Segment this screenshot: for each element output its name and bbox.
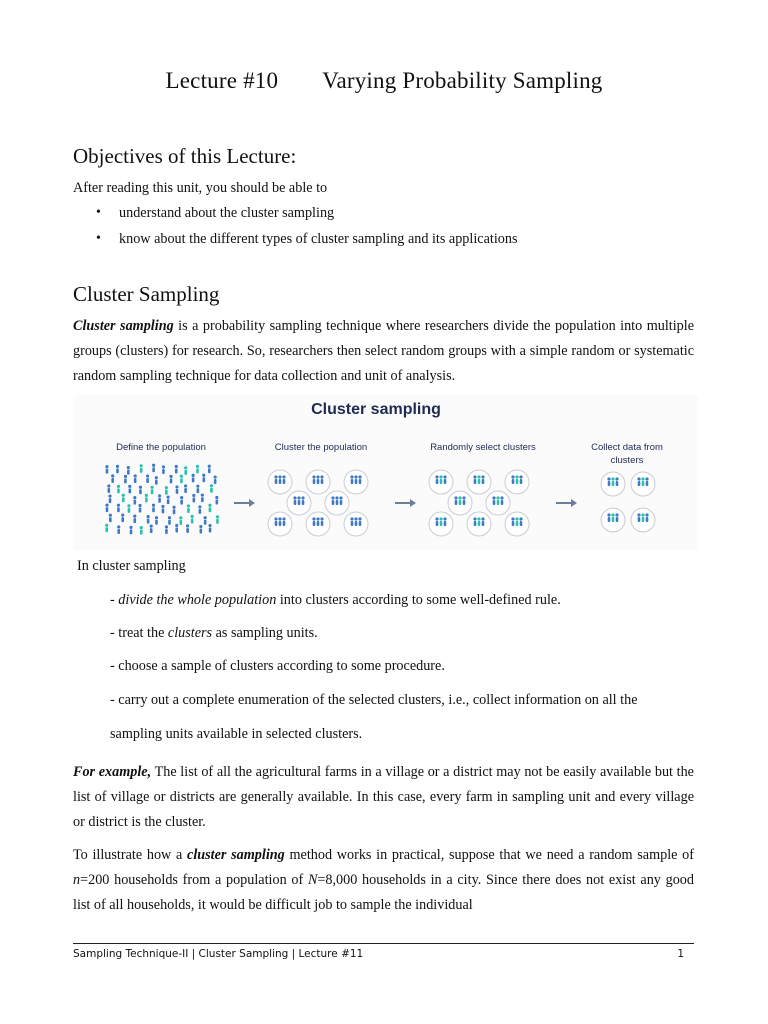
person-icon — [165, 525, 168, 534]
person-icon — [208, 524, 211, 533]
person-icon — [645, 477, 648, 486]
person-icon — [208, 504, 211, 513]
person-icon — [184, 484, 187, 493]
person-icon — [124, 475, 127, 484]
selected-cluster-circle — [429, 470, 453, 494]
person-icon — [473, 475, 476, 484]
dash: - — [110, 658, 119, 674]
person-icon — [278, 517, 281, 526]
person-icon — [435, 517, 438, 526]
person-icon — [175, 465, 178, 474]
person-icon — [121, 513, 124, 522]
step-label-collect-1: Collect data from — [591, 442, 663, 453]
step-item-2-italic: clusters — [167, 625, 213, 641]
person-icon — [297, 496, 300, 505]
person-icon — [199, 525, 202, 534]
step-item-2-post: as sampling units. — [212, 625, 318, 641]
person-icon — [481, 475, 484, 484]
person-icon — [204, 516, 207, 525]
person-icon — [435, 475, 438, 484]
cluster-sampling-diagram — [73, 395, 698, 550]
illustration-term: cluster sampling — [187, 847, 285, 863]
collected-cluster-circle — [631, 472, 655, 496]
person-icon — [439, 517, 442, 526]
person-icon — [607, 513, 610, 522]
N-variable: N — [307, 872, 318, 888]
person-icon — [282, 517, 285, 526]
person-icon — [293, 496, 296, 505]
footer-divider — [73, 943, 694, 944]
person-icon — [150, 486, 153, 495]
step-item-3-text: choose a sample of clusters according to some procedure. — [118, 658, 445, 674]
dash: - — [110, 592, 119, 608]
step-label-collect-2: clusters — [610, 455, 644, 466]
person-icon — [140, 526, 143, 535]
selected-cluster-circle — [429, 512, 453, 536]
person-icon — [481, 517, 484, 526]
step-label-cluster: Cluster the population — [274, 442, 368, 453]
person-icon — [169, 475, 172, 484]
person-icon — [127, 504, 130, 513]
person-icon — [165, 486, 168, 495]
lecture-name: Varying Probability Sampling — [322, 68, 603, 93]
example-text: The list of all the agricultural farms in a village or a district may not be easily available but the list of village or districts are generally available. In this case, every farm in sampling unit and every village or district is the cluster. — [73, 764, 694, 830]
step-label-define: Define the population — [116, 442, 206, 453]
person-icon — [354, 517, 357, 526]
person-icon — [358, 517, 361, 526]
person-icon — [278, 475, 281, 484]
in-cluster-intro: In cluster sampling — [77, 558, 186, 574]
person-icon — [335, 496, 338, 505]
person-icon — [637, 513, 640, 522]
person-icon — [180, 475, 183, 484]
dash: - — [110, 692, 119, 708]
person-icon — [492, 496, 495, 505]
person-icon — [138, 504, 141, 513]
person-icon — [129, 526, 132, 535]
person-icon — [192, 494, 195, 503]
person-icon — [108, 494, 111, 503]
person-icon — [473, 517, 476, 526]
figure-title: Cluster sampling — [311, 401, 441, 418]
bullet-marker-2: • — [96, 231, 101, 246]
arrow-1 — [234, 499, 255, 507]
person-icon — [439, 475, 442, 484]
person-icon — [180, 496, 183, 505]
cluster-circle — [306, 512, 330, 536]
person-icon — [312, 517, 315, 526]
person-icon — [117, 525, 120, 534]
person-icon — [184, 466, 187, 475]
person-icon — [637, 477, 640, 486]
person-icon — [133, 496, 136, 505]
person-icon — [122, 494, 125, 503]
arrow-2 — [395, 499, 416, 507]
person-icon — [615, 477, 618, 486]
example-paragraph — [73, 760, 694, 835]
person-icon — [128, 485, 131, 494]
person-icon — [645, 513, 648, 522]
cluster-circle — [325, 491, 349, 515]
person-icon — [496, 496, 499, 505]
person-icon — [192, 474, 195, 483]
illustration-text-4: =8,000 households in a city. Since there does not exist any good list of all households, it would be difficult job to sample the individual — [73, 872, 694, 913]
person-icon — [191, 515, 194, 524]
person-icon — [443, 517, 446, 526]
person-icon — [350, 517, 353, 526]
person-icon — [458, 496, 461, 505]
person-icon — [155, 476, 158, 485]
person-icon — [316, 475, 319, 484]
person-icon — [152, 464, 155, 473]
person-icon — [186, 524, 189, 533]
person-icon — [641, 513, 644, 522]
n-variable: n — [73, 872, 81, 888]
person-icon — [117, 485, 120, 494]
person-icon — [158, 494, 161, 503]
person-icon — [641, 477, 644, 486]
objective-item-1: understand about the cluster sampling — [119, 205, 335, 221]
selected-cluster-circle — [467, 470, 491, 494]
person-icon — [615, 513, 618, 522]
person-icon — [454, 496, 457, 505]
person-icon — [168, 516, 171, 525]
person-icon — [477, 517, 480, 526]
person-icon — [111, 474, 114, 483]
person-icon — [162, 465, 165, 474]
person-icon — [116, 465, 119, 474]
person-icon — [611, 477, 614, 486]
person-icon — [339, 496, 342, 505]
collected-cluster-circle — [601, 472, 625, 496]
person-icon — [201, 493, 204, 502]
person-icon — [147, 515, 150, 524]
person-icon — [301, 496, 304, 505]
person-icon — [161, 505, 164, 514]
person-icon — [167, 496, 170, 505]
person-icon — [133, 515, 136, 524]
person-icon — [331, 496, 334, 505]
cluster-circle — [344, 470, 368, 494]
step-item-3 — [110, 658, 445, 675]
person-icon — [187, 504, 190, 513]
selected-cluster-circle — [467, 512, 491, 536]
step-item-2-pre: treat the — [118, 625, 168, 641]
cluster-circle — [268, 512, 292, 536]
selected-cluster-circle — [505, 512, 529, 536]
person-icon — [107, 484, 110, 493]
cluster-circle — [268, 470, 292, 494]
person-icon — [214, 475, 217, 484]
dash: - — [110, 625, 119, 641]
page-number: 1 — [677, 948, 684, 960]
objectives-heading: Objectives of this Lecture: — [73, 144, 297, 168]
person-icon — [105, 504, 108, 513]
cluster-sampling-figure — [73, 395, 698, 550]
illustration-text-1: To illustrate how a — [73, 847, 188, 863]
illustration-text-2: method works in practical, suppose that we need a random sample of — [284, 847, 694, 863]
page-title — [0, 68, 768, 94]
person-icon — [175, 524, 178, 533]
person-icon — [139, 486, 142, 495]
person-icon — [146, 474, 149, 483]
person-icon — [145, 494, 148, 503]
person-icon — [511, 475, 514, 484]
step-item-4-continued: sampling units available in selected clusters. — [110, 726, 363, 742]
population-people — [105, 464, 219, 535]
collected-cluster-circle — [631, 508, 655, 532]
person-icon — [155, 516, 158, 525]
person-icon — [350, 475, 353, 484]
selected-cluster-circle — [505, 470, 529, 494]
person-icon — [511, 517, 514, 526]
person-icon — [117, 504, 120, 513]
person-icon — [320, 475, 323, 484]
step-item-2 — [110, 625, 318, 642]
person-icon — [150, 525, 153, 534]
collected-cluster-circle — [601, 508, 625, 532]
lecture-number: Lecture #10 — [165, 68, 279, 93]
selected-cluster-circle — [448, 491, 472, 515]
step-item-1 — [110, 592, 561, 609]
person-icon — [196, 485, 199, 494]
person-icon — [519, 475, 522, 484]
person-icon — [172, 506, 175, 515]
person-icon — [274, 517, 277, 526]
person-icon — [198, 505, 201, 514]
person-icon — [196, 465, 199, 474]
person-icon — [500, 496, 503, 505]
step-item-1-text: into clusters according to some well-defined rule. — [276, 592, 561, 608]
definition-text: is a probability sampling technique where researchers divide the population into multiple groups (clusters) for research. So, researchers then select random groups with a simple random or systematic random sampling technique for data collection and unit of analysis. — [73, 318, 694, 384]
person-icon — [611, 513, 614, 522]
selected-cluster-circle — [486, 491, 510, 515]
person-icon — [140, 464, 143, 473]
person-icon — [152, 504, 155, 513]
arrow-3 — [556, 499, 577, 507]
person-icon — [210, 484, 213, 493]
person-icon — [477, 475, 480, 484]
step-item-1-italic: divide the whole population — [118, 592, 277, 608]
person-icon — [443, 475, 446, 484]
page-footer — [73, 948, 694, 960]
step-item-4-text: carry out a complete enumeration of the selected clusters, i.e., collect information on all the — [118, 692, 638, 708]
person-icon — [274, 475, 277, 484]
person-icon — [312, 475, 315, 484]
person-icon — [109, 514, 112, 523]
step-item-4 — [110, 692, 638, 709]
cluster-sampling-heading: Cluster Sampling — [73, 282, 220, 306]
person-icon — [515, 517, 518, 526]
person-icon — [105, 524, 108, 533]
person-icon — [202, 474, 205, 483]
step-label-select: Randomly select clusters — [430, 442, 536, 453]
person-icon — [462, 496, 465, 505]
person-icon — [216, 515, 219, 524]
person-icon — [519, 517, 522, 526]
person-icon — [358, 475, 361, 484]
cluster-circle — [344, 512, 368, 536]
objectives-intro: After reading this unit, you should be able to — [73, 180, 328, 196]
person-icon — [208, 465, 211, 474]
illustration-paragraph — [73, 843, 694, 918]
definition-term: Cluster sampling — [73, 318, 174, 334]
person-icon — [105, 465, 108, 474]
person-icon — [282, 475, 285, 484]
person-icon — [320, 517, 323, 526]
person-icon — [127, 466, 130, 475]
person-icon — [354, 475, 357, 484]
person-icon — [607, 477, 610, 486]
footer-text: Sampling Technique-II | Cluster Sampling | Lecture #11 — [73, 948, 364, 960]
person-icon — [175, 485, 178, 494]
cluster-circle — [306, 470, 330, 494]
cluster-circle — [287, 491, 311, 515]
person-icon — [515, 475, 518, 484]
person-icon — [215, 496, 218, 505]
bullet-marker-1: • — [96, 205, 101, 220]
example-label: For example, — [73, 764, 152, 780]
illustration-text-3: =200 households from a population of — [80, 872, 308, 888]
person-icon — [134, 474, 137, 483]
objective-item-2: know about the different types of cluster sampling and its applications — [119, 231, 518, 247]
person-icon — [316, 517, 319, 526]
cluster-definition-paragraph — [73, 314, 694, 389]
person-icon — [179, 516, 182, 525]
